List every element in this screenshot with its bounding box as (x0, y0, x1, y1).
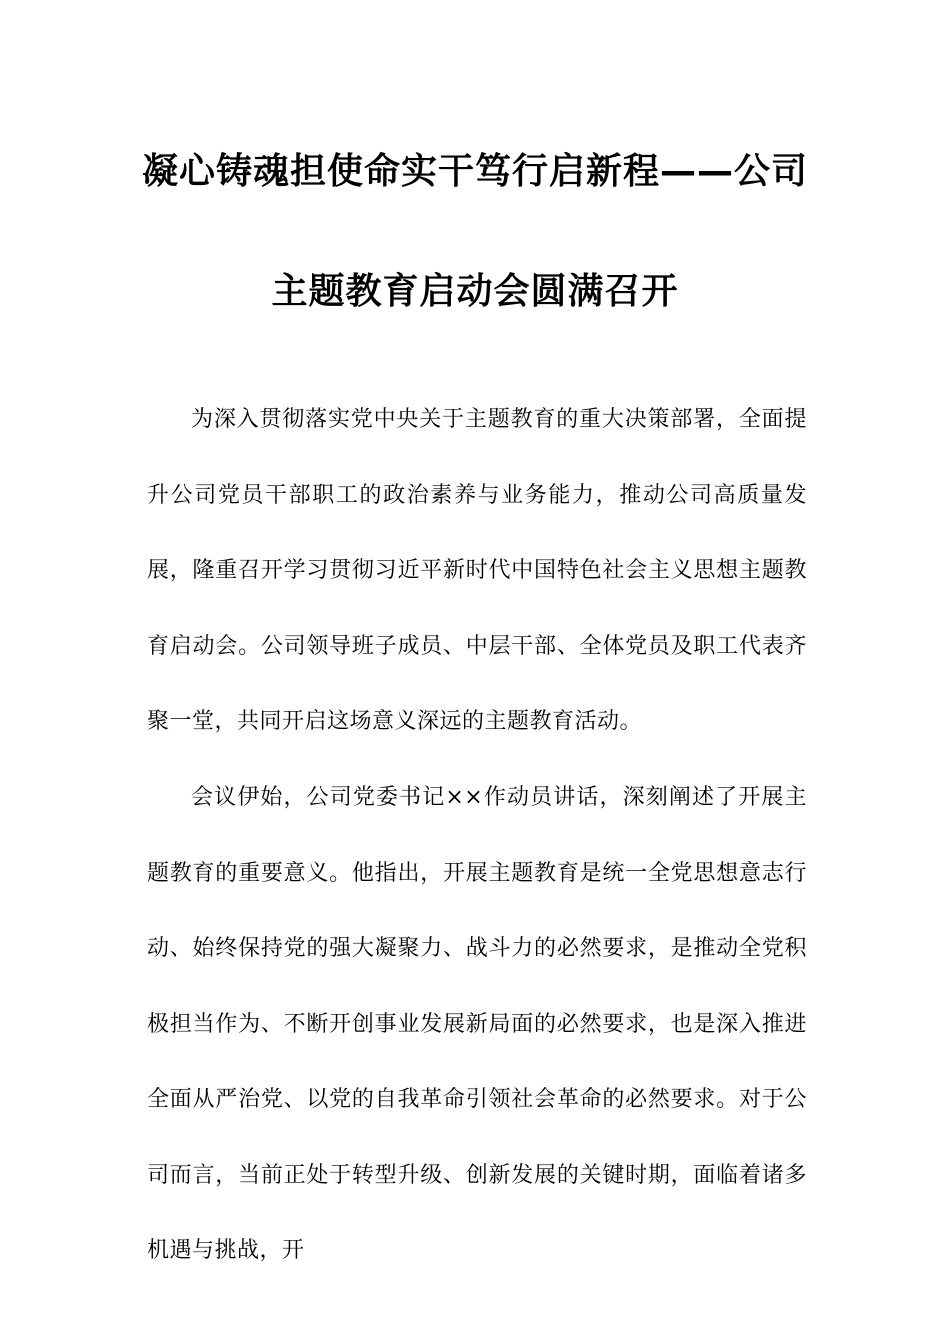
document-title-line-1: 凝心铸魂担使命实干笃行启新程——公司 (141, 151, 808, 192)
body-paragraph-1: 为深入贯彻落实党中央关于主题教育的重大决策部署，全面提升公司党员干部职工的政治素养与业务能力，推动公司高质量发展，隆重召开学习贯彻习近平新时代中国特色社会主义思想主题教育启动会。公司领导班子成员、中层干部、全体党员及职工代表齐聚一堂，共同开启这场意义深远的主题教育活动。 (147, 407, 807, 734)
body-paragraph-2: 会议伊始，公司党委书记××作动员讲话，深刻阐述了开展主题教育的重要意义。他指出，开展主题教育是统一全党思想意志行动、始终保持党的强大凝聚力、战斗力的必然要求，是推动全党积极担当作为、不断开创事业发展新局面的必然要求，也是深入推进全面从严治党、以党的自我革命引领社会革命的必然要求。对于公司而言，当前正处于转型升级、创新发展的关键时期，面临着诸多机遇与挑战，开 (147, 785, 807, 1263)
document-title-line-2: 主题教育启动会圆满召开 (271, 271, 679, 312)
